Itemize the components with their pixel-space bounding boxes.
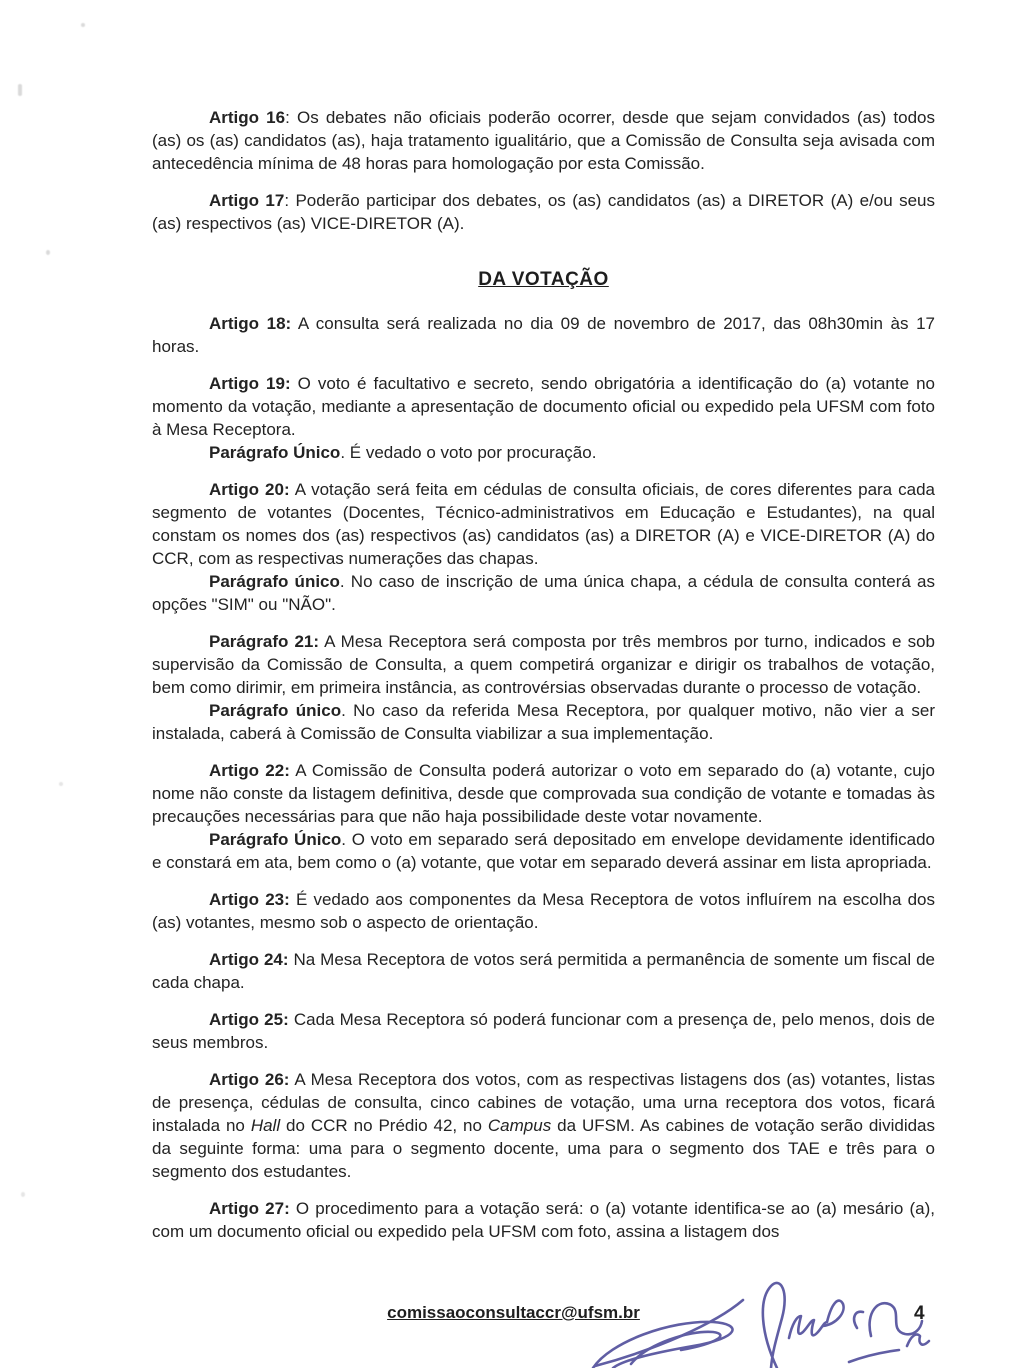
paragraph-artigo-25: Artigo 25: Cada Mesa Receptora só poderá funcionar com a presença de, pelo menos, dois de seus membros. (152, 1010, 936, 1052)
paragraph-paragrafo-unico-art-22: Parágrafo Único. O voto em separado será depositado em envelope devidamente identificado e constará em ata, bem como o (a) votante, que votar em separado deverá assinar em lista apropriada. (152, 830, 935, 872)
scan-artifact (46, 250, 50, 255)
page-number: 4 (914, 1303, 925, 1324)
footer-email: comissaoconsultaccr@ufsm.br (387, 1303, 640, 1322)
paragraph-artigo-19: Artigo 19: O voto é facultativo e secreto, sendo obrigatória a identificação do (a) votante no momento da votação, mediante a apresentação de documento oficial ou expedido pela UFSM com foto à Mesa Receptora. (152, 374, 935, 439)
signature-2 (763, 1283, 844, 1368)
paragraph-artigo-24: Artigo 24: Na Mesa Receptora de votos será permitida a permanência de somente um fiscal de cada chapa. (152, 950, 936, 992)
signature-ink (593, 1283, 929, 1368)
scan-artifact (21, 1192, 25, 1197)
paragraph-artigo-17: Artigo 17: Poderão participar dos debates, os (as) candidatos (as) a DIRETOR (A) e/ou seus (as) respectivos (as) VICE-DIRETOR (A). (152, 191, 936, 233)
paragraph-artigo-23: Artigo 23: É vedado aos componentes da Mesa Receptora de votos influírem na escolha dos (as) votantes, mesmo sob o aspecto de orientação. (152, 890, 935, 932)
scan-artifact (59, 782, 63, 786)
document-body (152, 0, 935, 1243)
signatures (565, 1272, 1015, 1368)
paragraph-artigo-20: Artigo 20: A votação será feita em cédulas de consulta oficiais, de cores diferentes para cada segmento de votantes (Docentes, Técnico-administrativos em Educação e Estudantes), na qual constam os nomes dos (as) respectivos (as) candidatos (as) a DIRETOR (A) e VICE-DIRETOR (A) do CCR, com as respectivas numerações das chapas. (152, 480, 935, 568)
signature-3 (849, 1303, 929, 1362)
paragraph-artigo-27: Artigo 27: O procedimento para a votação será: o (a) votante identifica-se ao (a) mesário (a), com um documento oficial ou expedido pela UFSM com foto, assina a listagem dos (152, 1199, 935, 1241)
paragraph-artigo-22: Artigo 22: A Comissão de Consulta poderá autorizar o voto em separado do (a) votante, cujo nome não conste da listagem definitiva, desde que comprovada sua condição de votante e tomadas às precauções necessárias para que não haja possibilidade deste votar novamente. (152, 761, 935, 826)
paragraph-artigo-16: Artigo 16: Os debates não oficiais poderão ocorrer, desde que sejam convidados (as) todos (as) os (as) candidatos (as), haja tratamento igualitário, que a Comissão de Consulta seja avisada com antecedência mínima de 48 horas para homologação por esta Comissão. (152, 108, 935, 173)
section-heading: DA VOTAÇÃO (478, 269, 609, 290)
scan-artifact (18, 84, 22, 96)
paragraph-artigo-26: Artigo 26: A Mesa Receptora dos votos, com as respectivas listagens dos (as) votantes, listas de presença, cédulas de consulta, cinco cabines de votação, uma urna receptora dos votos, ficará instalada no Hall do CCR no Prédio 42, no Campus da UFSM. As cabines de votação serão divididas da seguinte forma: uma para o segmento docente, uma para o segmento dos TAE e três para o segmento dos estudantes. (152, 1070, 936, 1181)
paragraph-paragrafo-unico-par-21: Parágrafo único. No caso da referida Mesa Receptora, por qualquer motivo, não vier a ser instalada, caberá à Comissão de Consulta viabilizar a sua implementação. (152, 701, 935, 743)
paragraph-paragrafo-unico-art-19: Parágrafo Único. É vedado o voto por procuração. (209, 443, 597, 462)
paragraph-paragrafo-unico-art-20: Parágrafo único. No caso de inscrição de uma única chapa, a cédula de consulta conterá as opções "SIM" ou "NÃO". (152, 572, 935, 614)
paragraph-artigo-18: Artigo 18: A consulta será realizada no dia 09 de novembro de 2017, das 08h30min às 17 horas. (152, 314, 935, 356)
paragraph-paragrafo-21: Parágrafo 21: A Mesa Receptora será composta por três membros por turno, indicados e sob supervisão da Comissão de Consulta, a quem competirá organizar e dirigir os trabalhos de votação, bem como dirimir, em primeira instância, as controvérsias observadas durante o processo de votação. (152, 632, 935, 697)
signature-1 (593, 1300, 743, 1368)
scan-artifact (81, 23, 85, 27)
